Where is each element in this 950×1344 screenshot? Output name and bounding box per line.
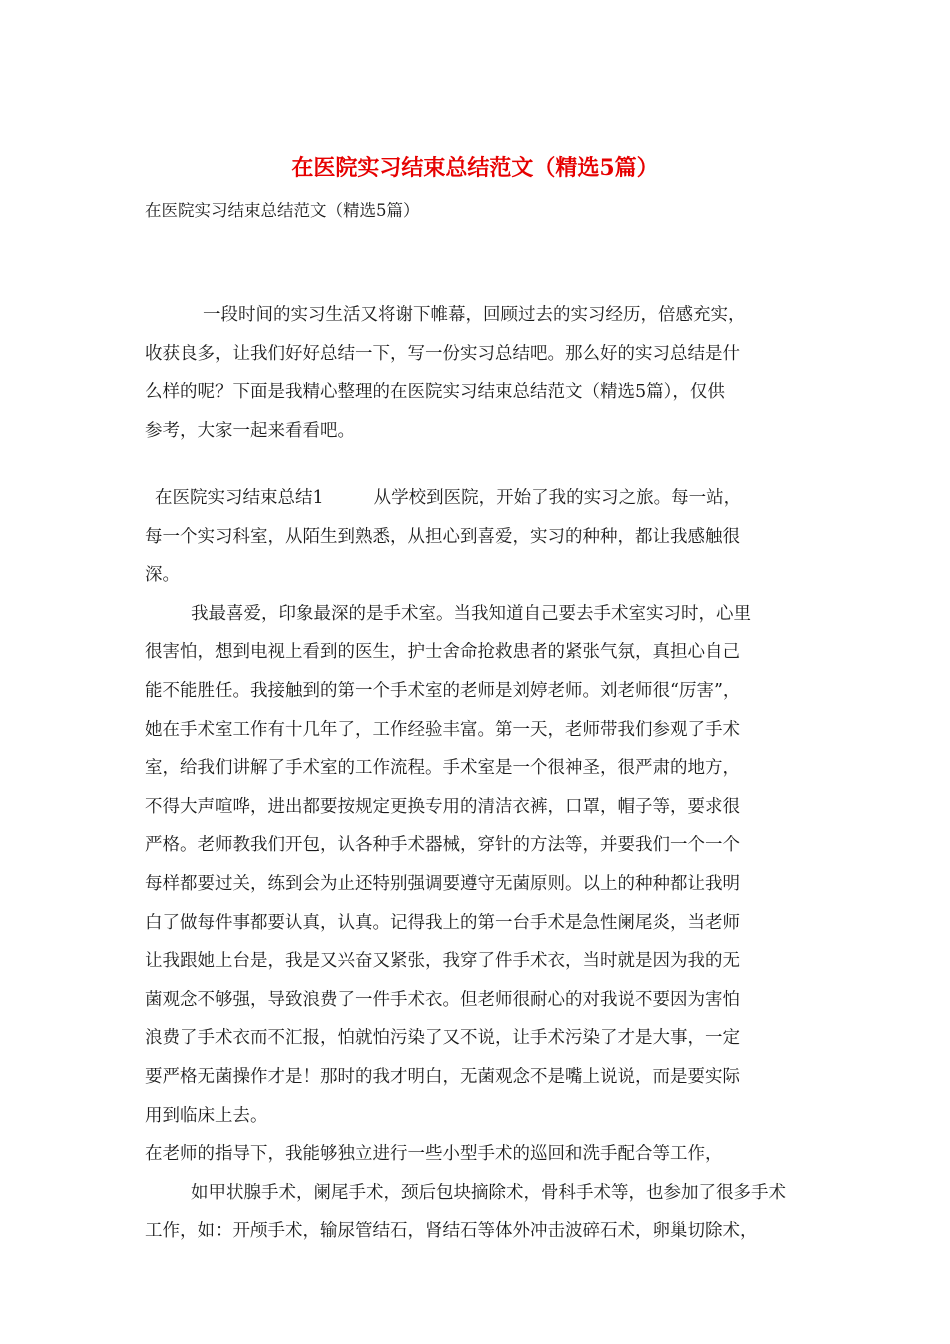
body-line: 不得大声喧哗，进出都要按规定更换专用的清洁衣裤，口罩，帽子等，要求很 [145,796,740,817]
body-line: 很害怕，想到电视上看到的医生，护士舍命抢救患者的紧张气氛，真担心自己 [145,642,740,663]
body-line: 我最喜爱，印象最深的是手术室。当我知道自己要去手术室实习时，心里 [191,603,751,624]
body-line: 让我跟她上台是，我是又兴奋又紧张，我穿了件手术衣，当时就是因为我的无 [145,951,740,972]
body-line: 每样都要过关，练到会为止还特别强调要遵守无菌原则。以上的种种都让我明 [145,873,740,894]
body-line: 能不能胜任。我接触到的第一个手术室的老师是刘婷老师。刘老师很“厉害”， [145,680,741,701]
section-1-first-line [145,479,813,518]
body-line: 她在手术室工作有十几年了，工作经验丰富。第一天，老师带我们参观了手术 [145,719,740,740]
section-1 [145,479,813,1289]
body-line: 在老师的指导下，我能够独立进行一些小型手术的巡回和洗手配合等工作， [145,1144,723,1165]
body-line: 工作，如：开颅手术，输尿管结石，肾结石等体外冲击波碎石术，卵巢切除术， [145,1221,758,1242]
body-line: 如甲状腺手术，阑尾手术，颈后包块摘除术，骨科手术等，也参加了很多手术 [191,1182,786,1203]
body-line: 室，给我们讲解了手术室的工作流程。手术室是一个很神圣，很严肃的地方， [145,758,740,779]
body-line: 用到临床上去。 [145,1105,268,1126]
body-line: 浪费了手术衣而不汇报，怕就怕污染了又不说，让手术污染了才是大事，一定 [145,1028,740,1049]
body-line: 白了做每件事都要认真，认真。记得我上的第一台手术是急性阑尾炎，当老师 [145,912,740,933]
intro-line: 参考，大家一起来看看吧。 [145,420,355,441]
document-subtitle: 在医院实习结束总结范文（精选5篇） [145,201,420,220]
body-line: 严格。老师教我们开包，认各种手术器械，穿针的方法等，并要我们一个一个 [145,835,740,856]
intro-paragraph [145,296,813,450]
body-line: 每一个实习科室，从陌生到熟悉，从担心到喜爱，实习的种种，都让我感触很 [145,526,740,547]
body-line: 深。 [145,565,180,586]
intro-line: 一段时间的实习生活又将谢下帷幕，回顾过去的实习经历，倍感充实， [203,305,746,325]
intro-line: 收获良多，让我们好好总结一下，写一份实习总结吧。那么好的实习总结是什 [145,343,740,364]
body-line [145,1251,813,1290]
body-line: 菌观念不够强，导致浪费了一件手术衣。但老师很耐心的对我说不要因为害怕 [145,989,740,1010]
section-1-opening-text: 从学校到医院，开始了我的实习之旅。每一站， [373,488,742,508]
intro-line: 么样的呢？下面是我精心整理的在医院实习结束总结范文（精选5篇），仅供 [145,382,725,403]
document-title: 在医院实习结束总结范文（精选5篇） [291,155,659,181]
body-line: 要严格无菌操作才是！那时的我才明白，无菌观念不是嘴上说说，而是要实际 [145,1066,740,1087]
section-1-heading: 在医院实习结束总结1 [155,488,324,508]
